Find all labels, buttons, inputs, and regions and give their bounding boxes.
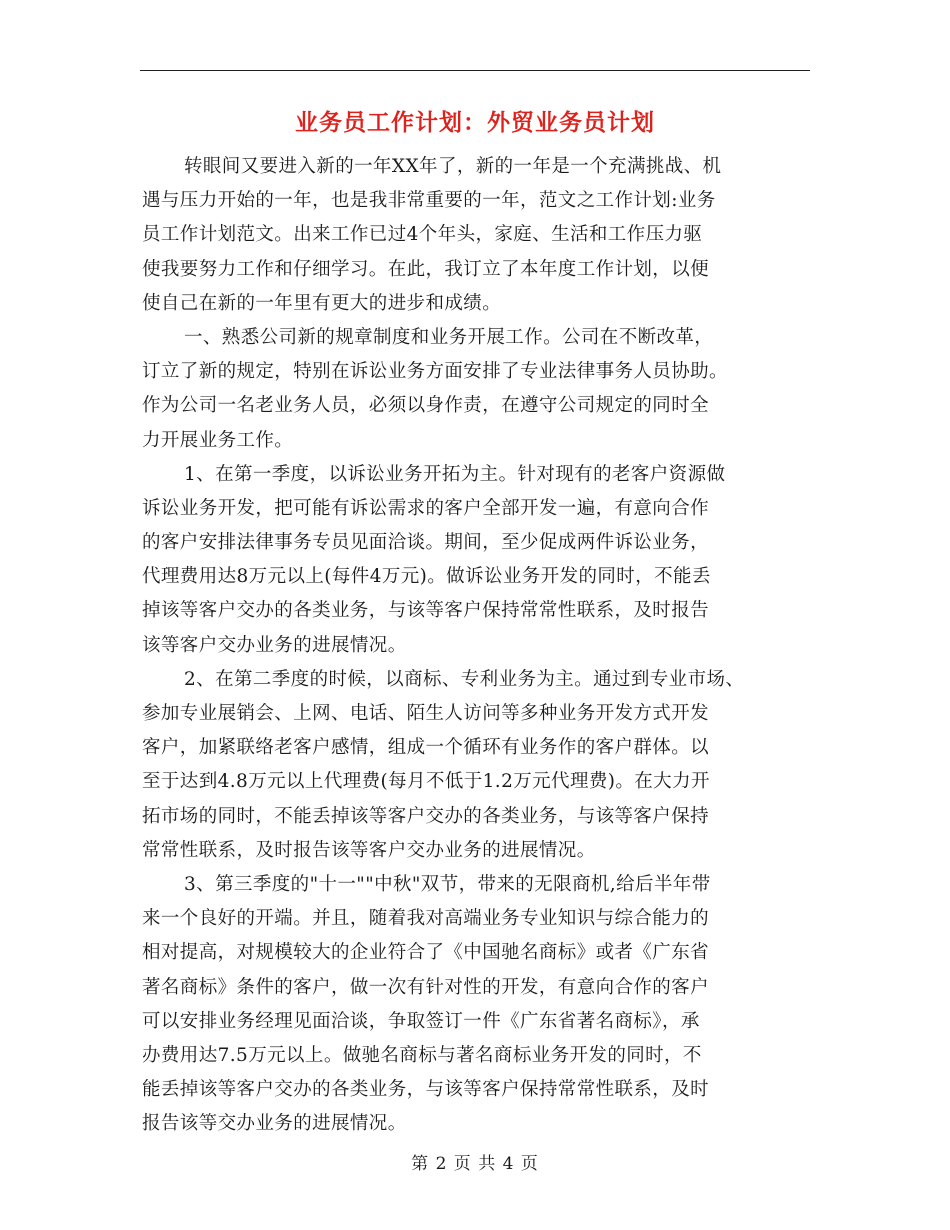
- paragraph-line: 可以安排业务经理见面洽谈，争取签订一件《广东省著名商标》，承: [142, 1010, 700, 1032]
- paragraph-line: 1、在第一季度，以诉讼业务开拓为主。针对现有的老客户资源做: [184, 463, 726, 485]
- paragraph-line: 2、在第二季度的时候，以商标、专利业务为主。通过到专业市场、: [184, 668, 745, 690]
- paragraph-line: 相对提高，对规模较大的企业符合了《中国驰名商标》或者《广东省: [142, 942, 710, 964]
- paragraph-line: 使我要努力工作和仔细学习。在此，我订立了本年度工作计划，以便: [142, 258, 710, 280]
- document-body: [142, 150, 814, 1141]
- paragraph-line: 诉讼业务开发，把可能有诉讼需求的客户全部开发一遍，有意向合作: [142, 497, 710, 519]
- paragraph-line: 一、熟悉公司新的规章制度和业务开展工作。公司在不断改革，: [184, 326, 714, 348]
- paragraph-line: 代理费用达8万元以上(每件4万元)。做诉讼业务开发的同时，不能丢: [142, 566, 711, 588]
- paragraph-line: 客户，加紧联络老客户感情，组成一个循环有业务作的客户群体。以: [142, 737, 710, 759]
- paragraph-line: 该等客户交办业务的进展情况。: [142, 634, 407, 656]
- page-number: 第 2 页 共 4 页: [411, 1154, 539, 1174]
- paragraph-line: 转眼间又要进入新的一年XX年了，新的一年是一个充满挑战、机: [184, 156, 722, 177]
- paragraph-line: 员工作计划范文。出来工作已过4个年头，家庭、生活和工作压力驱: [142, 224, 703, 246]
- paragraph-line: 常常性联系，及时报告该等客户交办业务的进展情况。: [142, 839, 596, 861]
- paragraph-line: 使自己在新的一年里有更大的进步和成绩。: [142, 292, 502, 314]
- header-rule: [140, 70, 810, 71]
- document-title: 业务员工作计划：外贸业务员计划: [295, 109, 655, 136]
- paragraph-line: 拓市场的同时，不能丢掉该等客户交办的各类业务，与该等客户保持: [142, 805, 710, 827]
- paragraph-line: 至于达到4.8万元以上代理费(每月不低于1.2万元代理费)。在大力开: [142, 771, 710, 793]
- paragraph-line: 著名商标》条件的客户，做一次有针对性的开发，有意向合作的客户: [142, 976, 710, 998]
- paragraph-line: 来一个良好的开端。并且，随着我对高端业务专业知识与综合能力的: [142, 908, 710, 930]
- paragraph-line: 能丢掉该等客户交办的各类业务，与该等客户保持常常性联系，及时: [142, 1079, 710, 1101]
- paragraph-line: 参加专业展销会、上网、电话、陌生人访问等多种业务开发方式开发: [142, 703, 710, 724]
- paragraph-line: 办费用达7.5万元以上。做驰名商标与著名商标业务开发的同时，不: [142, 1044, 702, 1066]
- paragraph-line: 报告该等交办业务的进展情况。: [142, 1113, 407, 1135]
- paragraph-line: 作为公司一名老业务人员，必须以身作责，在遵守公司规定的同时全: [142, 395, 710, 417]
- paragraph-line: 力开展业务工作。: [142, 429, 294, 451]
- paragraph-line: 3、第三季度的"十一""中秋"双节，带来的无限商机,给后半年带: [184, 873, 711, 895]
- paragraph-line: 遇与压力开始的一年，也是我非常重要的一年，范文之工作计划:业务: [142, 190, 716, 212]
- paragraph-line: 订立了新的规定，特别在诉讼业务方面安排了专业法律事务人员协助。: [142, 361, 728, 383]
- paragraph-line: 的客户安排法律事务专员见面洽谈。期间，至少促成两件诉讼业务，: [142, 532, 710, 554]
- paragraph-line: 掉该等客户交办的各类业务，与该等客户保持常常性联系，及时报告: [142, 600, 710, 622]
